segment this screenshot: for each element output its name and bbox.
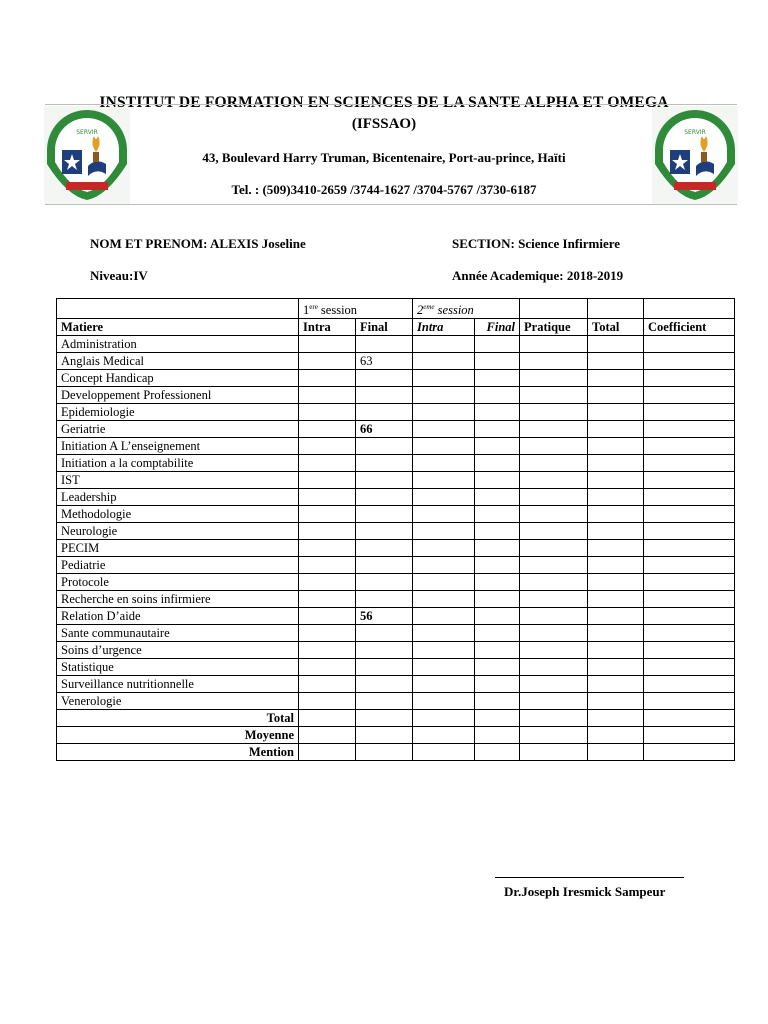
subject-cell: Recherche en soins infirmiere [57,591,299,608]
grade-cell [644,455,735,472]
grade-cell [475,336,520,353]
table-row [57,523,735,540]
grade-cell [299,608,356,625]
level-value: IV [133,268,148,283]
grade-cell [644,353,735,370]
grade-cell [475,404,520,421]
grade-cell [588,625,644,642]
session-header-row [57,299,735,319]
subject-cell: Pediatrie [57,557,299,574]
section-value: Science Infirmiere [518,236,621,251]
grade-cell [299,506,356,523]
grade-cell [413,676,475,693]
level-field [90,268,148,284]
summary-cell [413,727,475,744]
grade-cell [520,625,588,642]
grade-cell [644,540,735,557]
subject-cell: Surveillance nutritionnelle [57,676,299,693]
final-1-cell: 66 [356,421,413,438]
grade-cell [644,506,735,523]
grade-cell [644,642,735,659]
grade-cell [413,421,475,438]
svg-text:SERVIR: SERVIR [684,129,706,136]
final-1-cell [356,642,413,659]
final-1-cell [356,693,413,710]
grade-cell [644,693,735,710]
grade-cell [299,625,356,642]
grade-cell [520,370,588,387]
grade-cell [644,387,735,404]
summary-cell [644,727,735,744]
institute-title: INSTITUT DE FORMATION EN SCIENCES DE LA SANTE ALPHA ET OMEGA [99,94,669,111]
grade-cell [644,608,735,625]
session-1-number: 1 [303,303,310,318]
col-header-intra-1: Intra [299,319,356,336]
grade-cell [588,642,644,659]
session-1-header [299,299,413,319]
grade-cell [644,438,735,455]
grade-cell [299,353,356,370]
grade-cell [475,370,520,387]
grade-cell [413,489,475,506]
table-row [57,574,735,591]
session-2-word: session [434,303,474,318]
subject-cell: Geriatrie [57,421,299,438]
grade-cell [475,591,520,608]
table-row [57,693,735,710]
grade-cell [413,370,475,387]
grade-cell [520,523,588,540]
summary-label: Total [57,710,299,727]
student-name-field [90,236,306,252]
grade-cell [475,608,520,625]
table-row [57,540,735,557]
final-1-cell [356,455,413,472]
grade-cell [588,421,644,438]
grade-cell [413,523,475,540]
signatory-name: Dr.Joseph Iresmick Sampeur [504,884,666,899]
session-header-empty [644,299,735,319]
summary-row [57,727,735,744]
table-row [57,642,735,659]
summary-cell [475,727,520,744]
grade-cell [588,540,644,557]
grade-cell [588,506,644,523]
subject-cell: Sante communautaire [57,625,299,642]
grade-cell [413,540,475,557]
section-label: SECTION: [452,236,515,251]
table-row [57,370,735,387]
grade-cell [475,353,520,370]
grade-cell [413,506,475,523]
grade-cell [520,336,588,353]
subject-cell: Leadership [57,489,299,506]
final-1-cell [356,574,413,591]
grade-cell [299,540,356,557]
summary-cell [356,710,413,727]
table-row [57,676,735,693]
table-row [57,625,735,642]
grade-cell [588,591,644,608]
grade-cell [299,523,356,540]
grade-cell [299,421,356,438]
grade-cell [475,642,520,659]
grade-cell [644,489,735,506]
subject-cell: IST [57,472,299,489]
grade-cell [644,472,735,489]
col-header-pratique: Pratique [520,319,588,336]
grade-cell [299,676,356,693]
grade-cell [413,387,475,404]
grade-cell [520,574,588,591]
grade-cell [520,591,588,608]
table-row [57,608,735,625]
grade-cell [588,438,644,455]
grade-cell [413,472,475,489]
grade-cell [644,404,735,421]
final-1-cell [356,336,413,353]
subject-cell: Initiation a la comptabilite [57,455,299,472]
grade-cell [588,353,644,370]
grade-cell [299,591,356,608]
table-row [57,472,735,489]
level-label: Niveau: [90,268,134,283]
grade-cell [413,455,475,472]
summary-cell [644,744,735,761]
final-1-cell [356,370,413,387]
grade-cell [299,387,356,404]
summary-cell [475,710,520,727]
final-1-cell [356,472,413,489]
col-header-final-2: Final [475,319,520,336]
grade-cell [520,506,588,523]
subject-cell: Protocole [57,574,299,591]
final-1-cell [356,438,413,455]
grade-cell [520,472,588,489]
subject-cell: Concept Handicap [57,370,299,387]
grade-cell [520,676,588,693]
grade-cell [413,625,475,642]
grade-cell [644,676,735,693]
grade-cell [644,370,735,387]
final-1-cell [356,557,413,574]
table-row [57,591,735,608]
grade-cell [413,608,475,625]
grade-cell [588,387,644,404]
grade-cell [299,574,356,591]
grade-cell [475,472,520,489]
subject-cell: Relation D’aide [57,608,299,625]
table-row [57,404,735,421]
grade-cell [413,591,475,608]
summary-row [57,744,735,761]
summary-cell [299,710,356,727]
grade-cell [520,489,588,506]
grade-cell [299,438,356,455]
table-row [57,455,735,472]
final-1-cell [356,489,413,506]
signature-line [495,877,684,878]
grade-cell [644,421,735,438]
grade-cell [299,659,356,676]
subject-cell: Developpement Professionenl [57,387,299,404]
grade-cell [299,472,356,489]
summary-cell [356,727,413,744]
table-row [57,557,735,574]
grade-cell [520,404,588,421]
final-1-cell [356,659,413,676]
table-row [57,489,735,506]
institute-address: 43, Boulevard Harry Truman, Bicentenaire, Port-au-prince, Haïti [202,150,566,165]
grade-cell [475,455,520,472]
student-name: ALEXIS Joseline [210,236,306,251]
summary-cell [520,710,588,727]
grade-cell [475,659,520,676]
grade-cell [475,693,520,710]
session-1-word: session [317,303,358,318]
summary-cell [299,744,356,761]
grade-cell [413,353,475,370]
summary-cell [588,710,644,727]
summary-cell [356,744,413,761]
grade-cell [588,608,644,625]
session-2-header [413,299,520,319]
subject-cell: PECIM [57,540,299,557]
col-header-matiere: Matiere [57,319,299,336]
grade-cell [644,659,735,676]
grade-cell [588,370,644,387]
subject-cell: Venerologie [57,693,299,710]
grade-cell [475,676,520,693]
institute-acronym: (IFSSAO) [351,116,417,132]
grade-cell [520,455,588,472]
grade-cell [299,370,356,387]
grade-cell [413,642,475,659]
grade-cell [475,421,520,438]
grade-cell [475,523,520,540]
academic-year-label: Année Academique: [452,268,564,283]
grade-cell [588,676,644,693]
session-header-empty [57,299,299,319]
final-1-cell [356,506,413,523]
grade-cell [299,693,356,710]
summary-cell [588,727,644,744]
session-2-sup: eme [423,303,435,311]
grade-cell [413,438,475,455]
grade-cell [588,557,644,574]
summary-label: Moyenne [57,727,299,744]
summary-cell [644,710,735,727]
grade-cell [520,693,588,710]
table-row [57,387,735,404]
grade-cell [475,489,520,506]
grade-cell [413,404,475,421]
grade-cell [520,659,588,676]
grade-cell [588,336,644,353]
final-1-cell [356,591,413,608]
summary-cell [299,727,356,744]
section-field [452,236,620,252]
grade-cell [475,387,520,404]
subject-cell: Administration [57,336,299,353]
col-header-coefficient: Coefficient [644,319,735,336]
grade-cell [644,574,735,591]
table-row [57,659,735,676]
summary-row [57,710,735,727]
grade-cell [644,625,735,642]
academic-year-value: 2018-2019 [566,268,624,283]
grade-cell [644,523,735,540]
subject-cell: Neurologie [57,523,299,540]
grade-cell [644,591,735,608]
grade-cell [475,625,520,642]
grade-cell [299,455,356,472]
session-1-sup: ere [309,303,318,311]
grade-cell [644,336,735,353]
grade-cell [588,404,644,421]
table-row [57,438,735,455]
svg-text:SERVIR: SERVIR [76,129,98,136]
subject-cell: Initiation A L’enseignement [57,438,299,455]
final-1-cell [356,540,413,557]
subject-cell: Statistique [57,659,299,676]
summary-cell [588,744,644,761]
grade-cell [588,693,644,710]
grade-cell [520,421,588,438]
grade-cell [520,353,588,370]
grade-cell [520,438,588,455]
grade-cell [588,455,644,472]
final-1-cell: 63 [356,353,413,370]
summary-label: Mention [57,744,299,761]
grade-cell [413,574,475,591]
summary-cell [413,744,475,761]
grade-cell [588,659,644,676]
col-header-final-1: Final [356,319,413,336]
subject-cell: Epidemiologie [57,404,299,421]
grade-cell [588,574,644,591]
grade-cell [520,608,588,625]
final-1-cell [356,625,413,642]
grade-cell [520,557,588,574]
subject-cell: Soins d’urgence [57,642,299,659]
summary-cell [475,744,520,761]
grade-cell [644,557,735,574]
table-row [57,421,735,438]
grade-cell [413,659,475,676]
final-1-cell [356,523,413,540]
grades-table [56,298,735,761]
grade-cell [520,387,588,404]
column-header-row [57,319,735,336]
grade-cell [299,336,356,353]
final-1-cell [356,387,413,404]
session-header-empty [588,299,644,319]
grade-cell [299,557,356,574]
grade-cell [299,489,356,506]
grade-cell [413,693,475,710]
col-header-total: Total [588,319,644,336]
header-rule-bottom [45,204,737,205]
subject-cell: Methodologie [57,506,299,523]
final-1-cell [356,404,413,421]
grade-cell [520,540,588,557]
grade-cell [475,557,520,574]
academic-year-field [452,268,623,284]
grade-cell [475,506,520,523]
grade-cell [475,438,520,455]
grade-cell [475,540,520,557]
summary-cell [520,744,588,761]
header-rule-top [45,104,737,105]
student-name-label: NOM ET PRENOM: [90,236,208,251]
grade-cell [588,472,644,489]
col-header-intra-2: Intra [413,319,475,336]
institute-phone: Tel. : (509)3410-2659 /3744-1627 /3704-5767 /3730-6187 [231,182,537,197]
table-row [57,353,735,370]
final-1-cell: 56 [356,608,413,625]
subject-cell: Anglais Medical [57,353,299,370]
final-1-cell [356,676,413,693]
grade-cell [413,557,475,574]
grade-cell [299,404,356,421]
session-2-number: 2 [417,303,424,318]
table-row [57,336,735,353]
summary-cell [520,727,588,744]
table-row [57,506,735,523]
grade-cell [520,642,588,659]
summary-cell [413,710,475,727]
grade-cell [475,574,520,591]
grade-cell [413,336,475,353]
session-header-empty [520,299,588,319]
grade-cell [588,489,644,506]
grade-cell [588,523,644,540]
grade-cell [299,642,356,659]
